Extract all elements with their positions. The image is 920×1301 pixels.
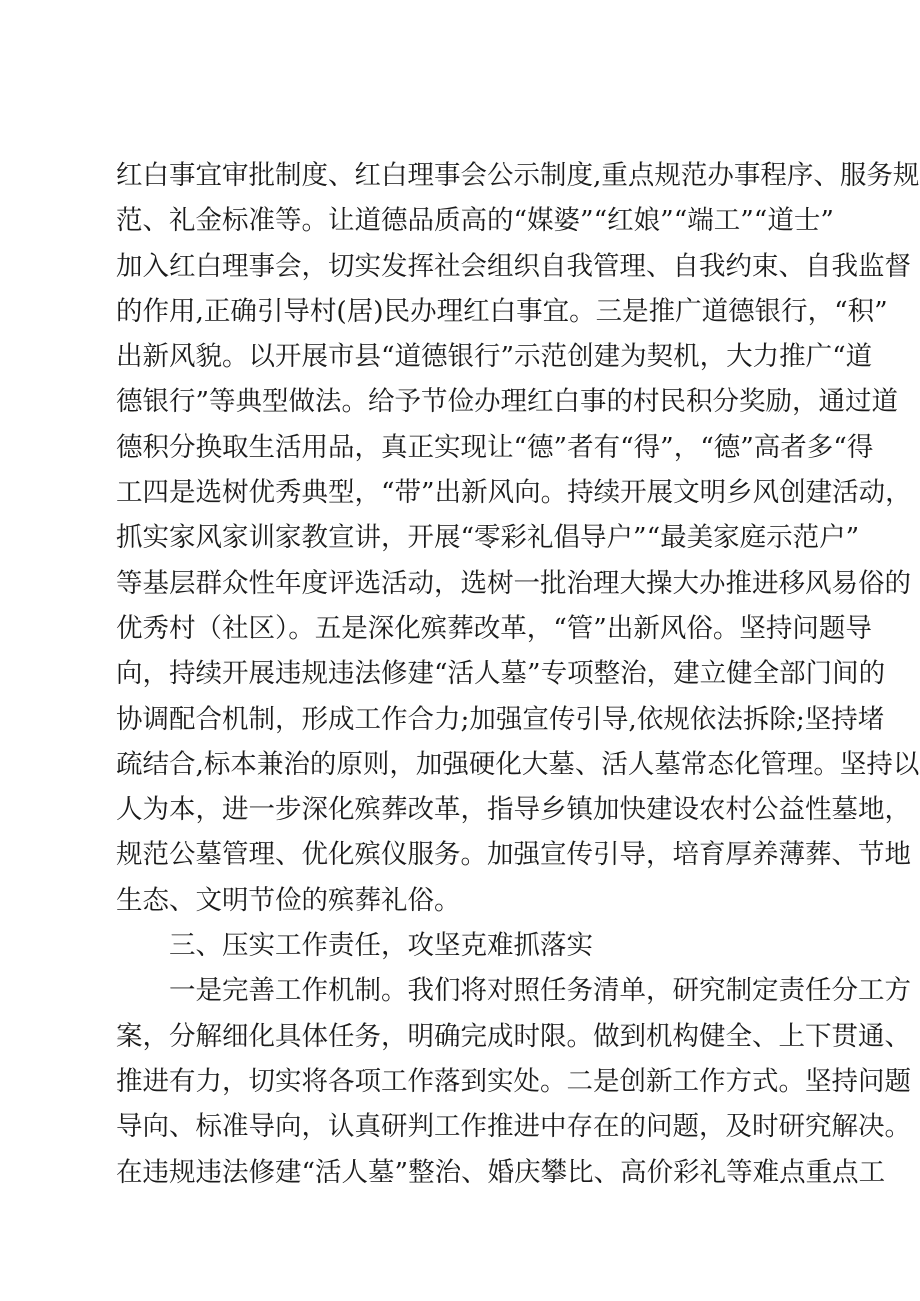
section-heading: 三、压实工作责任，攻坚克难抓落实 (169, 930, 593, 962)
text-line: 的作用,正确引导村(居)民办理红白事宜。三是推广道德银行，“积” (116, 295, 888, 327)
text-line: 生态、文明节俭的殡葬礼俗。 (116, 884, 461, 916)
text-line: 协调配合机制，形成工作合力;加强宣传引导,依规依法拆除;坚持堵 (116, 703, 885, 735)
text-line: 导向、标准导向，认真研判工作推进中存在的问题，及时研究解决。 (116, 1111, 911, 1143)
text-line: 加入红白理事会，切实发挥社会组织自我管理、自我约束、自我监督 (116, 250, 911, 282)
text-line: 出新风貌。以开展市县“道德银行”示范创建为契机，大力推广“道 (116, 341, 873, 373)
text-line: 疏结合,标本兼治的原则，加强硬化大墓、活人墓常态化管理。坚持以 (116, 748, 920, 780)
text-line: 工四是选树优秀典型，“带”出新风向。持续开展文明乡风创建活动， (116, 477, 912, 509)
text-line: 抓实家风家训家教宣讲，开展“零彩礼倡导户”“最美家庭示范户” (116, 522, 860, 554)
text-line: 推进有力，切实将各项工作落到实处。二是创新工作方式。坚持问题 (116, 1065, 911, 1097)
text-line: 德银行”等典型做法。给予节俭办理红白事的村民积分奖励，通过道 (116, 386, 899, 418)
text-line: 人为本，进一步深化殡葬改革，指导乡镇加快建设农村公益性墓地， (116, 794, 911, 826)
text-line: 案，分解细化具体任务，明确完成时限。做到机构健全、上下贯通、 (116, 1020, 911, 1052)
text-line: 在违规违法修建“活人墓”整治、婚庆攀比、高价彩礼等难点重点工 (116, 1156, 886, 1188)
text-line: 德积分换取生活用品，真正实现让“德”者有“得”，“德”高者多“得 (116, 431, 874, 463)
text-line: 等基层群众性年度评选活动，选树一批治理大操大办推进移风易俗的 (116, 567, 911, 599)
text-line: 范、礼金标准等。让道德品质高的“媒婆”“红娘”“端工”“道士” (116, 205, 834, 237)
text-line: 优秀村（社区）。五是深化殡葬改革，“管”出新风俗。坚持问题导 (116, 612, 872, 644)
text-line: 红白事宜审批制度、红白理事会公示制度,重点规范办事程序、服务规 (116, 160, 920, 191)
text-line: 规范公墓管理、优化殡仪服务。加强宣传引导，培育厚养薄葬、节地 (116, 839, 911, 871)
text-line: 一是完善工作机制。我们将对照任务清单，研究制定责任分工方 (169, 975, 911, 1007)
text-line: 向，持续开展违规违法修建“活人墓”专项整治，建立健全部门间的 (116, 658, 886, 690)
body-text (116, 153, 920, 1195)
